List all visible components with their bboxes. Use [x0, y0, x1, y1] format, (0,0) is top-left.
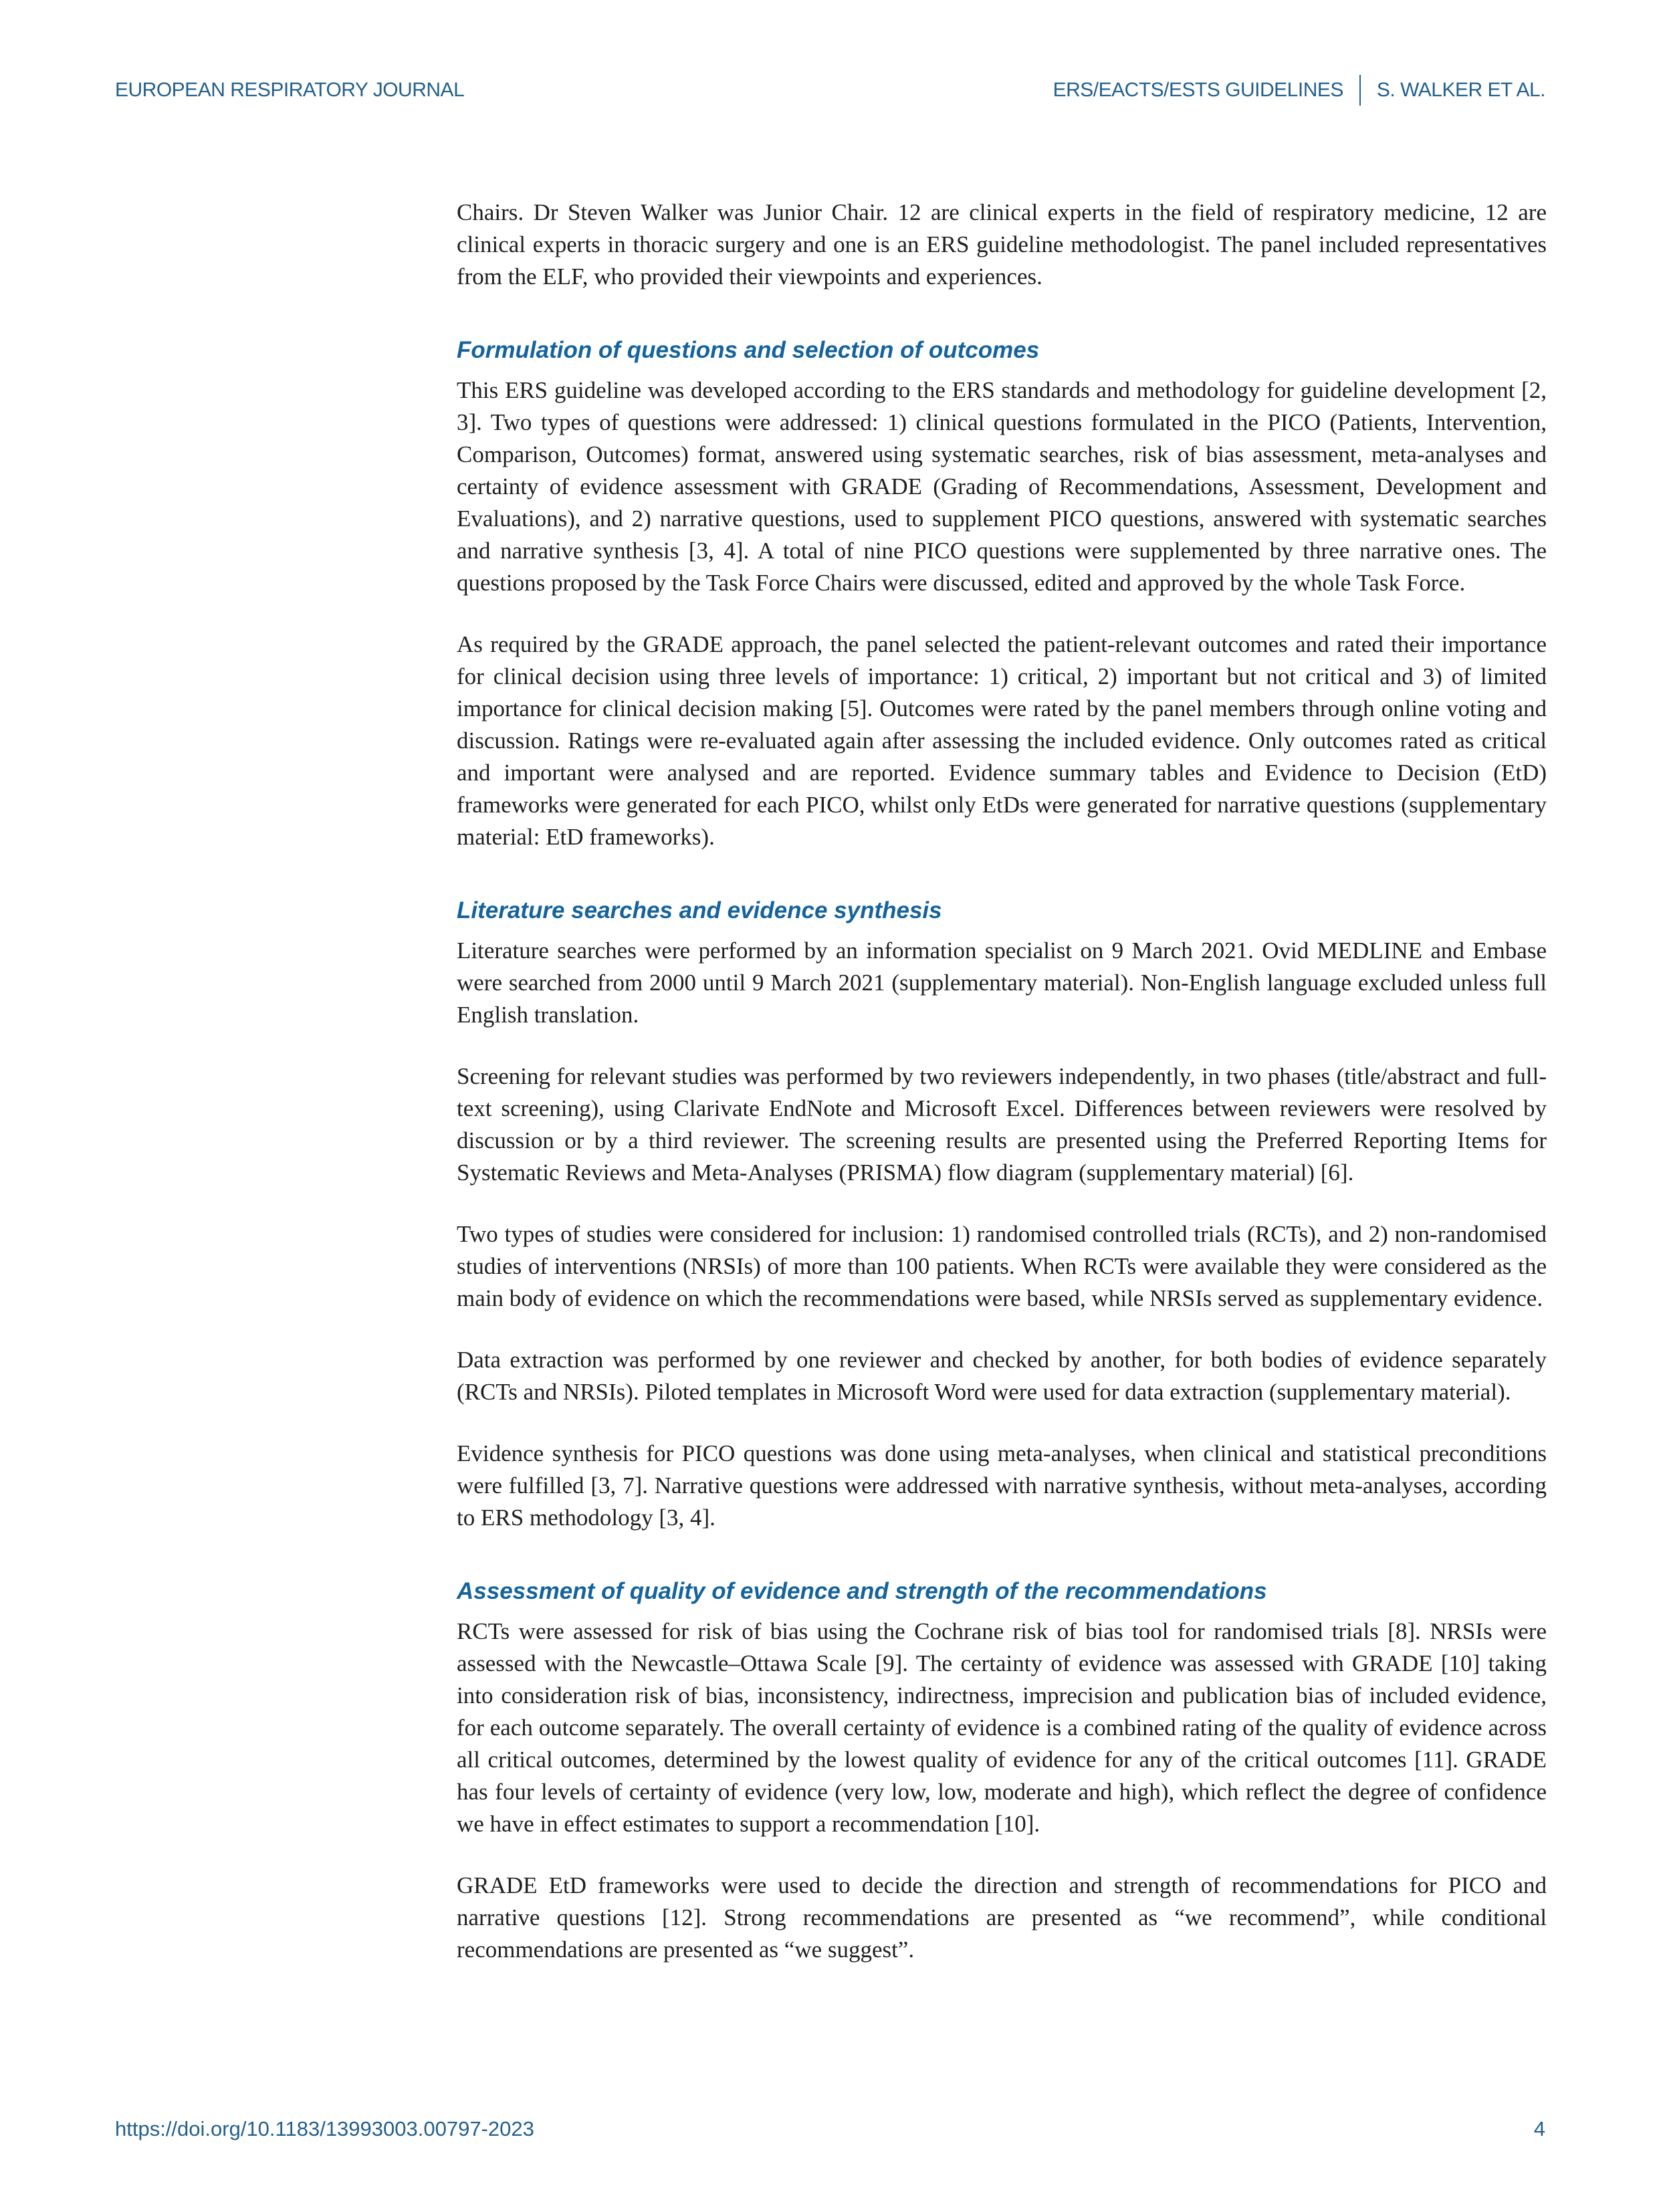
body-paragraph: Evidence synthesis for PICO questions was done using meta-analyses, when clinical and statistical preconditions were fulfilled [3, 7]. Narrative questions were addressed with narrative synthesis, without meta-analyses, according to ERS methodology [3, 4]. — [457, 1440, 1547, 1531]
body-paragraph: Screening for relevant studies was performed by two reviewers independently, in two phases (title/abstract and full-text screening), using Clarivate EndNote and Microsoft Excel. Differences between reviewers were resolved by discussion or by a third reviewer. The screening results are presented using the Preferred Reporting Items for Systematic Reviews and Meta-Analyses (PRISMA) flow diagram (supplementary material) [6]. — [457, 1063, 1547, 1186]
article-type: ERS/EACTS/ESTS GUIDELINES — [1053, 79, 1343, 101]
body-paragraph: This ERS guideline was developed according to the ERS standards and methodology for guideline development [2, 3]. Two types of questions were addressed: 1) clinical questions formulated in the PICO (Patients, Intervention, Comparison, Outcomes) format, answered using systematic searches, risk of bias assessment, meta-analyses and certainty of evidence assessment with GRADE (Grading of Recommendations, Assessment, Development and Evaluations), and 2) narrative questions, used to supplement PICO questions, answered with systematic searches and narrative synthesis [3, 4]. A total of nine PICO questions were supplemented by three narrative ones. The questions proposed by the Task Force Chairs were discussed, edited and approved by the whole Task Force. — [457, 377, 1547, 596]
page-footer — [115, 2117, 1545, 2141]
page-number: 4 — [1533, 2117, 1545, 2140]
body-paragraph: As required by the GRADE approach, the panel selected the patient-relevant outcomes and rated their importance for clinical decision using three levels of importance: 1) critical, 2) important but not critical and 3) of limited importance for clinical decision making [5]. Outcomes were rated by the panel members through online voting and discussion. Ratings were re-evaluated again after assessing the included evidence. Only outcomes rated as critical and important were analysed and are reported. Evidence summary tables and Evidence to Decision (EtD) frameworks were generated for each PICO, whilst only EtDs were generated for narrative questions (supplementary material: EtD frameworks). — [457, 631, 1547, 850]
body-paragraph: Data extraction was performed by one reviewer and checked by another, for both bodies of evidence separately (RCTs and NRSIs). Piloted templates in Microsoft Word were used for data extraction (supplementary material). — [457, 1347, 1547, 1405]
body-paragraph: RCTs were assessed for risk of bias using the Cochrane risk of bias tool for randomised trials [8]. NRSIs were assessed with the Newcastle–Ottawa Scale [9]. The certainty of evidence was assessed with GRADE [10] taking into consideration risk of bias, inconsistency, indirectness, imprecision and publication bias of included evidence, for each outcome separately. The overall certainty of evidence is a combined rating of the quality of evidence across all critical outcomes, determined by the lowest quality of evidence for any of the critical outcomes [11]. GRADE has four levels of certainty of evidence (very low, low, moderate and high), which reflect the degree of confidence we have in effect estimates to support a recommendation [10]. — [457, 1618, 1547, 1837]
page-header — [115, 75, 1545, 106]
header-separator — [1359, 75, 1361, 106]
article-body — [457, 197, 1547, 1995]
journal-name: EUROPEAN RESPIRATORY JOURNAL — [115, 79, 465, 101]
header-right — [1053, 75, 1545, 106]
authors-running-head: S. WALKER ET AL. — [1376, 79, 1545, 101]
body-paragraph: Two types of studies were considered for inclusion: 1) randomised controlled trials (RCTs), and 2) non-randomised studies of interventions (NRSIs) of more than 100 patients. When RCTs were available they were considered as the main body of evidence on which the recommendations were based, while NRSIs served as supplementary evidence. — [457, 1221, 1547, 1311]
doi-link[interactable]: https://doi.org/10.1183/13993003.00797-2023 — [115, 2117, 534, 2140]
section-heading-literature: Literature searches and evidence synthesis — [457, 897, 942, 923]
section-heading-formulation: Formulation of questions and selection of outcomes — [457, 337, 1040, 363]
body-paragraph: GRADE EtD frameworks were used to decide the direction and strength of recommendations for PICO and narrative questions [12]. Strong recommendations are presented as “we recommend”, while conditional recommendations are presented as “we suggest”. — [457, 1872, 1547, 1963]
section-heading-assessment: Assessment of quality of evidence and strength of the recommendations — [457, 1578, 1267, 1604]
body-paragraph: Literature searches were performed by an information specialist on 9 March 2021. Ovid MEDLINE and Embase were searched from 2000 until 9 March 2021 (supplementary material). Non-English language excluded unless full English translation. — [457, 937, 1547, 1028]
body-paragraph: Chairs. Dr Steven Walker was Junior Chair. 12 are clinical experts in the field of respiratory medicine, 12 are clinical experts in thoracic surgery and one is an ERS guideline methodologist. The panel included representatives from the ELF, who provided their viewpoints and experiences. — [457, 199, 1547, 290]
